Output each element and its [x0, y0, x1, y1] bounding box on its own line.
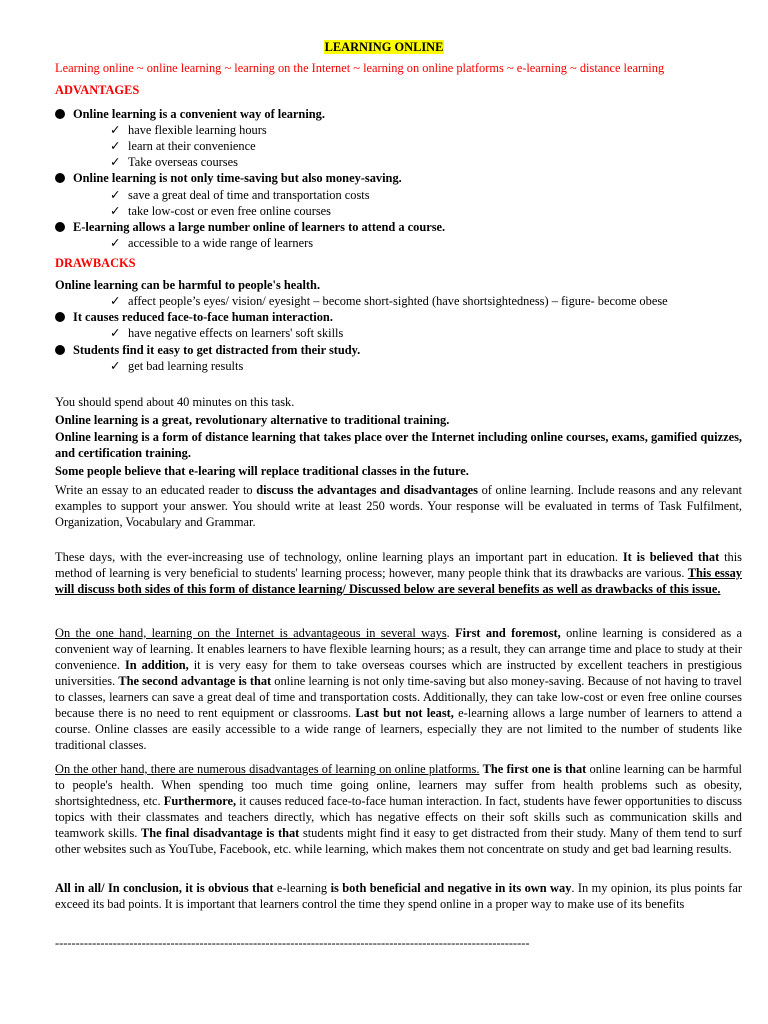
text-run: students might find it easy to get distracted from their study. Many of them tend to surf other websites such as YouTube, Facebook, etc. while learning, which makes them not concentrate on study and get bad learning results.: [55, 826, 742, 856]
text-run: online learning is not only time-saving but also money-saving. Because of not having to travel to classes, learners can save a great deal of time and transportation costs. Additionally, they can take low-cost or even free online courses because there is no need to rent equipment or classrooms.: [55, 674, 742, 720]
text-run: The first one is that: [482, 762, 587, 776]
task-time: You should spend about 40 minutes on this task.: [55, 395, 295, 409]
checkmark-icon: ✓: [110, 188, 121, 202]
text-run: online learning can be harmful to people's health. When spending too much time going online, learners may suffer from health problems such as obesity, shortsightedness, etc.: [55, 762, 742, 808]
advantage-subpoint: ✓ save a great deal of time and transportation costs: [110, 188, 370, 202]
advantage-point-2: Online learning is not only time-saving but also money-saving.: [55, 170, 402, 186]
advantages-heading: ADVANTAGES: [55, 83, 140, 97]
drawback-subpoint: ✓ get bad learning results: [110, 359, 244, 373]
checkmark-icon: ✓: [110, 294, 121, 308]
bullet-icon: [55, 173, 65, 183]
text-run: It is believed that: [622, 550, 720, 564]
text-run: . In my opinion, its plus points far exceed its bad points. It is important that learners control the time they spend online in a proper way to make use of its benefits: [55, 881, 742, 911]
advantage-subpoint: ✓ Take overseas courses: [110, 155, 238, 169]
drawback-subpoint: ✓ affect people’s eyes/ vision/ eyesight – become short-sighted (have shortsightedness) – figure- become obese: [110, 294, 668, 308]
task-line-2: Online learning is a form of distance learning that takes place over the Internet including online courses, exams, gamified quizzes, and certification training.: [55, 430, 742, 460]
checkmark-icon: ✓: [110, 155, 121, 169]
drawback-subpoint: ✓ have negative effects on learners' soft skills: [110, 326, 344, 340]
bullet-icon: [55, 222, 65, 232]
synonyms-line: Learning online ~ online learning ~ learning on the Internet ~ learning on online platforms ~ e-learning ~ distance learning: [55, 61, 665, 75]
checkmark-icon: ✓: [110, 123, 121, 137]
task-instructions: Write an essay to an educated reader to discuss the advantages and disadvantages of online learning. Include reasons and any relevant examples to support your answer. You should write at least 250 words. Your response will be evaluated in terms of Task Fulfilment, Organization, Vocabulary and Grammar.: [55, 483, 742, 529]
essay-body-advantages: [55, 625, 742, 753]
essay-body-disadvantages: [55, 761, 742, 857]
text-run: The final disadvantage is that: [141, 826, 300, 840]
divider-line: -------------------------------------------------------------------------------------------------------------------: [55, 936, 530, 950]
text-run: In addition,: [124, 658, 189, 672]
advantage-subpoint: ✓ have flexible learning hours: [110, 123, 267, 137]
drawbacks-heading: DRAWBACKS: [55, 256, 136, 270]
text-run: e-learning allows a large number of learners to attend a course. Online classes are easily accessible to a wide range of learners, especially they are not limited to the number of students like traditional classes.: [55, 706, 742, 752]
text-run: The second advantage is that: [118, 674, 272, 688]
text-run: it causes reduced face-to-face human interaction. In fact, students have fewer opportunities to discuss topics with their classmates and teachers directly, which has negative effects on their soft skills such as communication skills and teamwork skills.: [55, 794, 742, 840]
text-run: e-learning: [273, 881, 331, 895]
advantage-subpoint: ✓ take low-cost or even free online courses: [110, 204, 331, 218]
checkmark-icon: ✓: [110, 139, 121, 153]
text-run: On the other hand, there are numerous disadvantages of learning on online platforms.: [55, 762, 480, 776]
drawback-point-3: Students find it easy to get distracted from their study.: [55, 342, 360, 358]
bullet-icon: [55, 109, 65, 119]
advantage-point-3: E-learning allows a large number online of learners to attend a course.: [55, 219, 445, 235]
checkmark-icon: ✓: [110, 359, 121, 373]
text-run: Furthermore,: [163, 794, 237, 808]
essay-conclusion: [55, 880, 742, 912]
drawback-point-1: Online learning can be harmful to people's health.: [55, 278, 321, 292]
text-run: online learning is considered as a convenient way of learning. It enables learners to have flexible learning hours; as a result, they can arrange time and place to study at their convenience.: [55, 626, 742, 672]
advantage-subpoint: ✓ accessible to a wide range of learners: [110, 236, 314, 250]
text-run: .: [446, 626, 456, 640]
drawback-point-2: It causes reduced face-to-face human interaction.: [55, 309, 333, 325]
task-line-3: Some people believe that e-learing will replace traditional classes in the future.: [55, 464, 469, 478]
advantage-point-1: Online learning is a convenient way of learning.: [55, 106, 325, 122]
text-run: is both beneficial and negative in its own way: [330, 881, 572, 895]
checkmark-icon: ✓: [110, 236, 121, 250]
checkmark-icon: ✓: [110, 326, 121, 340]
document-title: LEARNING ONLINE: [324, 40, 444, 54]
text-run: it is very easy for them to take overseas courses which are instructed by excellent teachers in prestigious universities.: [55, 658, 743, 688]
task-line-1: Online learning is a great, revolutionary alternative to traditional training.: [55, 413, 450, 427]
text-run: All in all/ In conclusion, it is obvious that: [55, 881, 274, 895]
bullet-icon: [55, 312, 65, 322]
text-run: this method of learning is very beneficial to students' learning process; however, many people think that its drawbacks are various.: [55, 550, 742, 580]
text-run: First and foremost,: [455, 626, 561, 640]
essay-introduction: [55, 549, 742, 597]
text-run: These days, with the ever-increasing use of technology, online learning plays an important part in education.: [55, 550, 623, 564]
text-run: This essay will discuss both sides of this form of distance learning/ Discussed below are several benefits as well as drawbacks of this issue.: [55, 566, 742, 596]
bullet-icon: [55, 345, 65, 355]
text-run: On the one hand, learning on the Internet is advantageous in several ways: [55, 626, 447, 640]
advantage-subpoint: ✓ learn at their convenience: [110, 139, 256, 153]
text-run: Last but not least,: [355, 706, 454, 720]
checkmark-icon: ✓: [110, 204, 121, 218]
